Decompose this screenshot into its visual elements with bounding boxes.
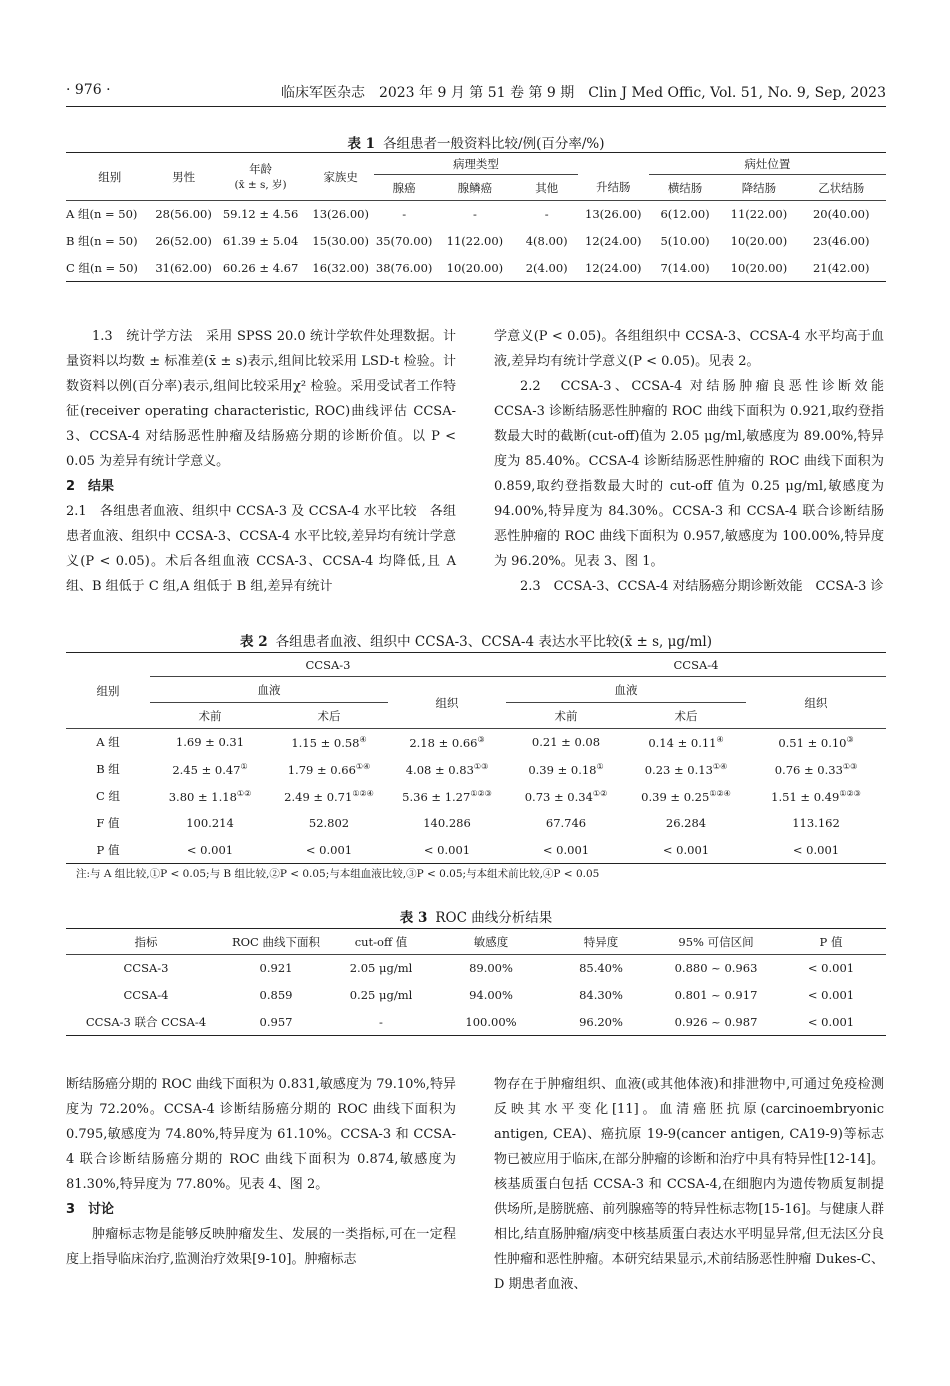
table2-note: 注:与 A 组比较,①P < 0.05;与 B 组比较,②P < 0.05;与本组血液比较,③P < 0.05;与本组术前比较,④P < 0.05 bbox=[76, 868, 600, 880]
table-cell bbox=[746, 783, 886, 810]
table-cell: 10(20.00) bbox=[721, 255, 796, 282]
significance-marker: ①④ bbox=[355, 761, 371, 771]
cell-value: 0.51 ± 0.10 bbox=[778, 735, 847, 750]
table-cell: - bbox=[544, 207, 549, 222]
table-cell: 0.859 bbox=[259, 988, 293, 1002]
table-cell: < 0.001 bbox=[776, 1009, 886, 1036]
significance-marker: ①②③ bbox=[839, 788, 861, 798]
cell-value: 1.15 ± 0.58 bbox=[291, 735, 360, 750]
table3-title: ROC 曲线分析结果 bbox=[435, 910, 553, 926]
table-cell: 16(32.00) bbox=[307, 255, 374, 282]
row-label: C 组 bbox=[96, 789, 120, 803]
cell-value: 140.286 bbox=[423, 816, 471, 830]
table-cell bbox=[746, 756, 886, 783]
table-cell: 11(22.00) bbox=[730, 207, 788, 222]
discussion-cont: 物存在于肿瘤组织、血液(或其他体液)和排泄物中,可通过免疫检测反映其水平变化[11]。血清癌胚抗原(carcinoembryonic antigen, CEA)、癌抗原 19-9(cancer antigen, CA19-9)等标志物已被应用于临床,在部分肿瘤的诊断和治疗中具有特异性[12-14]。核基质蛋白包括 CCSA-3 和 CCSA-4,在细胞内为遗传物质复制提供场所,是膀胱癌、前列腺癌等的特异性标志物[15-16]。与健康人群相比,结直肠肿瘤/病变中核基质蛋白表达水平明显异常,但无法区分良性肿瘤和恶性肿瘤。本研究结果显示,术前结肠恶性肿瘤 Dukes-C、D 期患者血液、 bbox=[494, 1077, 884, 1292]
t2-h-ccsa3-blood: 血液 bbox=[150, 677, 388, 703]
table-cell: 0.921 bbox=[259, 961, 293, 976]
table-cell bbox=[506, 783, 626, 810]
table-cell: 13(26.00) bbox=[312, 207, 369, 222]
table-cell: 26(52.00) bbox=[155, 234, 212, 248]
cell-value: 3.80 ± 1.18 bbox=[168, 789, 237, 804]
significance-marker: ④ bbox=[716, 734, 724, 744]
significance-marker: ① bbox=[596, 761, 604, 771]
table-cell: 60.26 ± 4.67 bbox=[214, 255, 308, 282]
table-row bbox=[66, 756, 886, 783]
table-cell bbox=[270, 756, 388, 783]
cell-value: 1.69 ± 0.31 bbox=[175, 735, 245, 750]
page-number: · 976 · bbox=[66, 82, 111, 98]
table-cell: < 0.001 bbox=[807, 988, 855, 1002]
cell-value: 0.76 ± 0.33 bbox=[774, 762, 843, 777]
table-row bbox=[66, 810, 886, 837]
table3-label: 表 3 bbox=[399, 910, 428, 926]
table-cell: B 组(n = 50) bbox=[66, 234, 138, 248]
table-cell: 38(76.00) bbox=[374, 255, 434, 282]
table-cell: 28(56.00) bbox=[155, 207, 212, 222]
column-header: ROC 曲线下面积 bbox=[226, 929, 326, 955]
section-1-3-stats: 1.3 统计学方法 采用 SPSS 20.0 统计学软件处理数据。计量资料以均数 ± 标准差(x̄ ± s)表示,组间比较采用 LSD-t 检验。计数资料以例(百分率)表示,组间比较采用χ² 检验。采用受试者工作特征(receiver operating characteristic, ROC)曲线评估 CCSA-3、CCSA-4 对结肠恶性肿瘤及结肠癌分期的诊断价值。以 P < 0.05 为差异有统计学意义。 bbox=[66, 329, 456, 469]
table3-caption bbox=[66, 906, 886, 926]
cell-value: 4.08 ± 0.83 bbox=[405, 762, 474, 777]
table-cell bbox=[270, 729, 388, 756]
table-cell: CCSA-3 bbox=[123, 961, 169, 976]
cell-value: 100.214 bbox=[186, 816, 234, 830]
table-cell: 85.40% bbox=[579, 961, 623, 976]
column-header: 指标 bbox=[66, 929, 226, 955]
cell-value: 2.45 ± 0.47 bbox=[172, 762, 241, 777]
lower-left-column bbox=[66, 1072, 456, 1272]
table-cell: < 0.001 bbox=[807, 961, 855, 976]
t1-h-ascending: 升结肠 bbox=[578, 175, 649, 201]
table-row bbox=[66, 783, 886, 810]
table-cell bbox=[746, 810, 886, 837]
t2-h-ccsa4-post: 术后 bbox=[626, 703, 746, 729]
running-header bbox=[66, 82, 886, 102]
table-cell: A 组(n = 50) bbox=[66, 207, 138, 222]
table-cell: 23(46.00) bbox=[812, 234, 870, 248]
significance-marker: ①② bbox=[592, 788, 608, 798]
significance-marker: ①③ bbox=[842, 761, 858, 771]
column-header: 特异度 bbox=[546, 929, 656, 955]
t1-h-other: 其他 bbox=[515, 175, 577, 201]
cell-value: 0.23 ± 0.13 bbox=[644, 762, 713, 777]
table-cell bbox=[626, 810, 746, 837]
cell-value: 2.49 ± 0.71 bbox=[284, 789, 353, 804]
table-cell bbox=[388, 783, 506, 810]
header-rule bbox=[66, 106, 886, 107]
table-row bbox=[66, 729, 886, 756]
row-label: B 组 bbox=[96, 762, 120, 776]
journal-citation: 临床军医杂志 2023 年 9 月 第 51 卷 第 9 期 Clin J Med Offic, Vol. 51, No. 9, Sep, 2023 bbox=[280, 85, 886, 101]
column-header: P 值 bbox=[776, 929, 886, 955]
table-cell bbox=[388, 837, 506, 864]
table-cell: 0.926 ~ 0.987 bbox=[656, 1009, 776, 1036]
cell-value: 113.162 bbox=[792, 816, 840, 830]
cell-value: 26.284 bbox=[665, 816, 707, 830]
table-cell bbox=[626, 783, 746, 810]
upper-right-column bbox=[494, 324, 898, 599]
t1-h-pathology: 病理类型 bbox=[374, 153, 578, 175]
table-cell: 4(8.00) bbox=[525, 234, 568, 248]
table-cell: CCSA-3 联合 CCSA-4 bbox=[66, 1009, 226, 1036]
table-cell: 7(14.00) bbox=[649, 255, 722, 282]
t1-h-family: 家族史 bbox=[307, 153, 374, 201]
column-header: 敏感度 bbox=[436, 929, 546, 955]
significance-marker: ③ bbox=[846, 734, 854, 744]
significance-marker: ③ bbox=[477, 734, 485, 744]
t2-h-group: 组别 bbox=[66, 653, 150, 729]
t1-h-descending: 降结肠 bbox=[721, 175, 796, 201]
t1-h-age-label: 年龄 bbox=[249, 162, 273, 176]
table-cell: 94.00% bbox=[469, 988, 513, 1002]
table-row bbox=[66, 982, 886, 1009]
table-cell: 5(10.00) bbox=[660, 234, 710, 248]
t1-h-sigmoid: 乙状结肠 bbox=[796, 175, 886, 201]
section-3-heading: 3 讨论 bbox=[66, 1202, 115, 1217]
table-cell: 12(24.00) bbox=[585, 234, 642, 248]
table-cell bbox=[270, 783, 388, 810]
table-cell: 10(20.00) bbox=[434, 255, 515, 282]
row-label: F 值 bbox=[96, 816, 120, 830]
section-2-3-cont: 断结肠癌分期的 ROC 曲线下面积为 0.831,敏感度为 79.10%,特异度为 72.20%。CCSA-4 诊断结肠癌分期的 ROC 曲线下面积为 0.795,敏感度为 74.80%,特异度为 61.10%。CCSA-3 和 CCSA-4 联合诊断结肠癌分期的 ROC 曲线下面积为 0.874,敏感度为 81.30%,特异度为 77.80%。见表 4、图 2。 bbox=[66, 1077, 456, 1192]
discussion-paragraph: 肿瘤标志物是能够反映肿瘤发生、发展的一类指标,可在一定程度上指导临床治疗,监测治疗效果[9-10]。肿瘤标志 bbox=[66, 1227, 456, 1267]
cell-value: 0.21 ± 0.08 bbox=[531, 735, 601, 750]
t2-h-ccsa4: CCSA-4 bbox=[506, 653, 886, 677]
section-2-1-cont: 学意义(P < 0.05)。各组组织中 CCSA-3、CCSA-4 水平均高于血液,差异均有统计学意义(P < 0.05)。见表 2。 bbox=[494, 329, 884, 369]
table-cell: 0.880 ~ 0.963 bbox=[674, 961, 758, 976]
table-cell bbox=[270, 810, 388, 837]
table-cell: 31(62.00) bbox=[153, 255, 213, 282]
table-cell: 15(30.00) bbox=[312, 234, 369, 248]
cell-value: < 0.001 bbox=[186, 842, 234, 857]
table-cell bbox=[746, 729, 886, 756]
significance-marker: ①②④ bbox=[709, 788, 731, 798]
table-cell bbox=[150, 729, 270, 756]
table-cell: 100.00% bbox=[436, 1009, 546, 1036]
t2-h-ccsa4-pre: 术前 bbox=[506, 703, 626, 729]
table-cell bbox=[506, 729, 626, 756]
table-cell: - bbox=[326, 1009, 436, 1036]
table-cell: 0.957 bbox=[226, 1009, 326, 1036]
table-cell bbox=[506, 756, 626, 783]
t2-h-ccsa3-pre: 术前 bbox=[150, 703, 270, 729]
cell-value: 2.18 ± 0.66 bbox=[409, 735, 478, 750]
lower-right-column bbox=[494, 1072, 884, 1297]
table-cell: 84.30% bbox=[579, 988, 623, 1002]
table-cell bbox=[150, 783, 270, 810]
t1-h-adenosquamous: 腺鳞癌 bbox=[434, 175, 515, 201]
t2-h-ccsa4-tissue: 组织 bbox=[746, 677, 886, 729]
table-cell bbox=[626, 729, 746, 756]
significance-marker: ① bbox=[240, 761, 248, 771]
table2-title: 各组患者血液、组织中 CCSA-3、CCSA-4 表达水平比较(x̄ ± s, μg/ml) bbox=[275, 634, 712, 650]
table-row bbox=[66, 1009, 886, 1036]
table-cell: 0.25 μg/ml bbox=[349, 988, 413, 1002]
section-2-3-start: 2.3 CCSA-3、CCSA-4 对结肠癌分期诊断效能 CCSA-3 诊 bbox=[520, 579, 884, 594]
table-row bbox=[66, 201, 886, 228]
significance-marker: ④ bbox=[359, 734, 367, 744]
cell-value: 1.51 ± 0.49 bbox=[771, 789, 840, 804]
table-cell bbox=[506, 810, 626, 837]
table-cell: 21(42.00) bbox=[796, 255, 886, 282]
significance-marker: ①②③ bbox=[470, 788, 492, 798]
table-cell bbox=[388, 729, 506, 756]
table-cell: 35(70.00) bbox=[375, 234, 433, 248]
cell-value: 0.73 ± 0.34 bbox=[524, 789, 593, 804]
row-label: A 组 bbox=[96, 735, 120, 750]
cell-value: 5.36 ± 1.27 bbox=[402, 789, 471, 804]
table-cell: 11(22.00) bbox=[446, 234, 504, 248]
table-cell bbox=[626, 837, 746, 864]
cell-value: 1.79 ± 0.66 bbox=[287, 762, 356, 777]
t1-h-male: 男性 bbox=[153, 153, 213, 201]
table-cell bbox=[506, 837, 626, 864]
t1-h-location: 病灶位置 bbox=[649, 153, 886, 175]
section-2-1-text: 2.1 各组患者血液、组织中 CCSA-3 及 CCSA-4 水平比较 各组患者血液、组织中 CCSA-3、CCSA-4 水平比较,差异均有统计学意义(P < 0.05)。术后各组血液 CCSA-3、CCSA-4 均降低,且 A 组、B 组低于 C 组,A 组低于 B 组,差异有统计 bbox=[66, 504, 456, 594]
table-cell: 13(26.00) bbox=[585, 207, 642, 222]
cell-value: 0.39 ± 0.18 bbox=[528, 762, 597, 777]
table1-label: 表 1 bbox=[347, 136, 376, 152]
table1 bbox=[66, 152, 886, 282]
table2-caption bbox=[66, 630, 886, 650]
cell-value: 52.802 bbox=[308, 816, 350, 830]
table-cell: 10(20.00) bbox=[730, 234, 788, 248]
row-label: P 值 bbox=[66, 837, 150, 864]
table-cell: 2.05 μg/ml bbox=[349, 961, 413, 976]
table-cell: 6(12.00) bbox=[660, 207, 710, 222]
table-row bbox=[66, 255, 886, 282]
significance-marker: ①②④ bbox=[352, 788, 374, 798]
significance-marker: ①③ bbox=[473, 761, 489, 771]
t1-h-age-unit: (x̄ ± s, 岁) bbox=[234, 179, 287, 191]
t2-h-ccsa3-tissue: 组织 bbox=[388, 677, 506, 729]
table1-caption bbox=[66, 132, 886, 152]
table-cell: 12(24.00) bbox=[578, 255, 649, 282]
table-cell: - bbox=[402, 207, 407, 222]
t1-h-transverse: 横结肠 bbox=[649, 175, 722, 201]
t2-h-ccsa3: CCSA-3 bbox=[150, 653, 506, 677]
table-row bbox=[66, 955, 886, 982]
table-cell: 96.20% bbox=[546, 1009, 656, 1036]
t2-h-ccsa3-post: 术后 bbox=[270, 703, 388, 729]
significance-marker: ①④ bbox=[712, 761, 728, 771]
cell-value: < 0.001 bbox=[792, 842, 840, 857]
table3 bbox=[66, 928, 886, 1036]
table-cell: CCSA-4 bbox=[123, 988, 169, 1002]
table-cell: 61.39 ± 5.04 bbox=[222, 234, 299, 248]
table-row bbox=[66, 228, 886, 255]
significance-marker: ①② bbox=[236, 788, 252, 798]
t1-h-age bbox=[214, 153, 308, 201]
t1-h-adeno: 腺癌 bbox=[374, 175, 434, 201]
cell-value: < 0.001 bbox=[423, 842, 471, 857]
table-cell: 59.12 ± 4.56 bbox=[222, 207, 299, 222]
table-cell: 2(4.00) bbox=[515, 255, 577, 282]
cell-value: 67.746 bbox=[545, 816, 587, 830]
upper-left-column bbox=[66, 324, 456, 599]
cell-value: 0.14 ± 0.11 bbox=[648, 735, 717, 750]
cell-value: < 0.001 bbox=[305, 842, 353, 857]
table-cell: 89.00% bbox=[469, 961, 513, 976]
table1-title: 各组患者一般资料比较/例(百分率/%) bbox=[383, 136, 605, 152]
section-2-heading: 2 结果 bbox=[66, 479, 115, 494]
t2-h-ccsa4-blood: 血液 bbox=[506, 677, 746, 703]
table-cell: - bbox=[472, 207, 477, 222]
table-cell: 0.801 ~ 0.917 bbox=[674, 988, 758, 1002]
cell-value: < 0.001 bbox=[662, 842, 710, 857]
table2-label: 表 2 bbox=[240, 634, 268, 650]
table-cell bbox=[150, 837, 270, 864]
table-cell bbox=[388, 810, 506, 837]
table-cell bbox=[626, 756, 746, 783]
table-cell bbox=[746, 837, 886, 864]
table2 bbox=[66, 652, 886, 864]
section-2-2-text: 2.2 CCSA-3、CCSA-4 对结肠肿瘤良恶性诊断效能 CCSA-3 诊断结肠恶性肿瘤的 ROC 曲线下面积为 0.921,取约登指数最大时的截断(cut-off)值为 2.05 μg/ml,敏感度为 89.00%,特异度为 85.40%。CCSA-4 诊断结肠恶性肿瘤的 ROC 曲线下面积为 0.859,取约登指数最大时的 cut-off 值为 0.25 μg/ml,敏感度为 94.00%,特异度为 84.30%。CCSA-3 和 CCSA-4 联合诊断结肠恶性肿瘤的 ROC 曲线下面积为 0.957,敏感度为 100.00%,特异度为 96.20%。见表 3、图 1。 bbox=[494, 379, 898, 569]
cell-value: < 0.001 bbox=[542, 842, 590, 857]
table-cell bbox=[150, 810, 270, 837]
table-cell: 20(40.00) bbox=[812, 207, 870, 222]
table-cell bbox=[150, 756, 270, 783]
column-header: cut-off 值 bbox=[326, 929, 436, 955]
table-cell bbox=[388, 756, 506, 783]
table-cell bbox=[270, 837, 388, 864]
column-header: 95% 可信区间 bbox=[656, 929, 776, 955]
table-cell: C 组(n = 50) bbox=[66, 255, 153, 282]
cell-value: 0.39 ± 0.25 bbox=[641, 789, 710, 804]
table-row bbox=[66, 837, 886, 864]
t1-h-group: 组别 bbox=[66, 153, 153, 201]
